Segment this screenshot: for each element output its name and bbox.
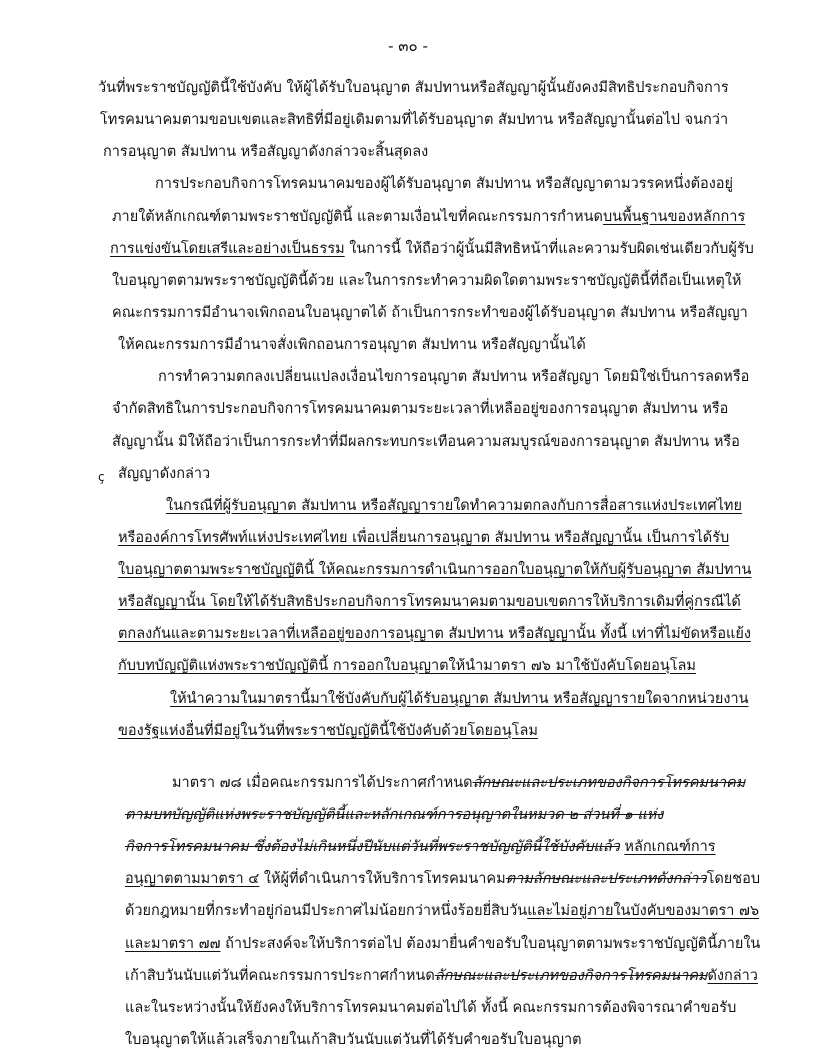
text-line [98,78,729,98]
underlined-text: ให้นำความในมาตรานี้มาใช้บังคับกับผู้ได้รับอนุญาต สัมปทาน หรือสัญญารายใดจากหน่วยงาน [170,691,749,707]
underlined-text: กับบทบัญญัติแห่งพระราชบัญญัตินี้ การออกใบอนุญาตให้นำมาตรา ๗๖ มาใช้บังคับโดยอนุโลม [118,658,696,674]
text-segment: คณะกรรมการมีอำนาจเพิกถอนใบอนุญาตได้ ถ้าเป็นการกระทำของผู้ได้รับอนุญาต สัมปทาน หรือสัญญา [112,305,748,321]
text-line [172,773,745,793]
underlined-text: หรือสัญญานั้น โดยให้ได้รับสิทธิประกอบกิจการโทรคมนาคมตามขอบเขตการให้บริการเดิมที่คู่กรณีได้ [118,594,741,610]
text-line [158,367,749,387]
text-line [125,805,663,825]
text-line [112,207,745,227]
underlined-text: การแข่งขันโดยเสรีและอย่างเป็นธรรม [110,241,345,257]
text-line [118,335,586,355]
underlined-text: ในกรณีที่ผู้รับอนุญาต สัมปทาน หรือสัญญารายใดทำความตกลงกับการสื่อสารแห่งประเทศไทย [166,498,742,514]
text-segment: มาตรา ๗๘ เมื่อคณะกรรมการได้ประกาศกำหนด [172,775,473,791]
text-line [118,656,696,676]
underlined-text: หรือองค์การโทรศัพท์แห่งประเทศไทย เพื่อเปลี่ยนการอนุญาต สัมปทาน หรือสัญญานั้น เป็นการได้รับ [118,530,730,546]
text-line [112,303,748,323]
underlined-text: และมาตรา ๗๗ [125,936,221,952]
text-line [118,560,751,580]
text-segment: ในการนี้ ให้ถือว่าผู้นั้นมีสิทธิหน้าที่และความรับผิดเช่นเดียวกับผู้รับ [344,241,754,257]
underlined-text: อนุญาตตามมาตรา ๔ [125,871,260,887]
underlined-text: หลักเกณฑ์การ [624,839,716,855]
text-segment: ให้ผู้ที่ดำเนินการให้บริการโทรคมนาคม [259,871,506,887]
text-line [125,966,758,986]
text-line [118,592,741,612]
text-segment: ใบอนุญาตให้แล้วเสร็จภายในเก้าสิบวันนับแต่วันที่ได้รับคำขอรับใบอนุญาต [125,1032,582,1048]
text-segment: สัญญาดังกล่าว [118,466,211,482]
underlined-text: บนพื้นฐานของหลักการ [602,209,746,225]
text-segment: การประกอบกิจการโทรคมนาคมของผู้ได้รับอนุญาต สัมปทาน หรือสัญญาตามวรรคหนึ่งต้องอยู่ [155,176,733,192]
text-segment: เก้าสิบวันนับแต่วันที่คณะกรรมการประกาศกำหนด [125,968,435,984]
text-segment: ภายใต้หลักเกณฑ์ตามพระราชบัญญัตินี้ และตามเงื่อนไขที่คณะกรรมการกำหนด [112,209,603,225]
text-segment: และในระหว่างนั้นให้ยังคงให้บริการโทรคมนาคมต่อไปได้ ทั้งนี้ คณะกรรมการต้องพิจารณาคำขอรับ [125,1000,737,1016]
text-line [125,998,736,1018]
text-line [155,174,733,194]
underlined-text: ใบอนุญาตตามพระราชบัญญัตินี้ ให้คณะกรรมการดำเนินการออกใบอนุญาตให้กับผู้รับอนุญาต สัมปทาน [118,562,752,578]
text-segment: ให้คณะกรรมการมีอำนาจสั่งเพิกถอนการอนุญาต สัมปทาน หรือสัญญานั้นได้ [118,337,586,353]
text-line [118,721,538,741]
text-line [100,110,728,130]
text-segment: จำกัดสิทธิในการประกอบกิจการโทรคมนาคมตามระยะเวลาที่เหลืออยู่ของการอนุญาต สัมปทาน หรือ [112,401,729,417]
struck-text: ลักษณะและประเภทของกิจการโทรคมนาคม [434,968,708,984]
underlined-text: ตกลงกันและตามระยะเวลาที่เหลืออยู่ของการอนุญาต สัมปทาน หรือสัญญานั้น ทั้งนี้ เท่าที่ไม่ขัดหรือแย้ง [118,626,751,642]
page-number: - ๓๐ - [388,37,428,55]
underlined-text: ของรัฐแห่งอื่นที่มีอยู่ในวันที่พระราชบัญญัตินี้ใช้บังคับด้วยโดยอนุโลม [118,723,538,739]
text-line [118,624,751,644]
text-line [170,689,749,709]
text-line [112,399,728,419]
struck-text: ตามบทบัญญัติแห่งพระราชบัญญัตินี้และหลักเกณฑ์การอนุญาตในหมวด ๒ ส่วนที่ ๑ แห่ง [125,807,664,823]
text-segment: ใบอนุญาตตามพระราชบัญญัตินี้ด้วย และในการกระทำความผิดใดตามพระราชบัญญัตินี้ที่ถือเป็นเหตุให้ [112,273,742,289]
text-segment: ด้วยกฎหมายที่กระทำอยู่ก่อนมีประกาศไม่น้อยกว่าหนึ่งร้อยยี่สิบวัน [125,903,528,919]
text-line [112,271,741,291]
text-segment: สัญญานั้น มิให้ถือว่าเป็นการกระทำที่มีผลกระทบกระเทือนความสมบูรณ์ของการอนุญาต สัมปทาน หรือ [112,434,740,450]
text-line [125,1030,582,1050]
underlined-text: และไม่อยู่ภายในบังคับของมาตรา ๗๖ [527,903,760,919]
text-line [166,496,742,516]
struck-text: ลักษณะและประเภทของกิจการโทรคมนาคม [472,775,746,791]
text-line [125,869,760,889]
text-line [110,239,754,259]
margin-mark: ç [98,470,105,484]
text-segment: การอนุญาต สัมปทาน หรือสัญญาดังกล่าวจะสิ้นสุดลง [103,144,429,160]
struck-text: ตามลักษณะและประเภทดังกล่าว [505,871,707,887]
text-segment: โดยชอบ [706,871,761,887]
text-line [125,934,760,954]
text-line [118,464,210,484]
text-segment: ถ้าประสงค์จะให้บริการต่อไป ต้องมายื่นคำขอรับใบอนุญาตตามพระราชบัญญัตินี้ภายใน [220,936,761,952]
text-segment: วันที่พระราชบัญญัตินี้ใช้บังคับ ให้ผู้ได้รับใบอนุญาต สัมปทานหรือสัญญาผู้นั้นยังคงมีสิทธิประกอบกิจการ [98,80,729,96]
text-line [103,142,428,162]
text-segment: การทำความตกลงเปลี่ยนแปลงเงื่อนไขการอนุญาต สัมปทาน หรือสัญญา โดยมิใช่เป็นการลดหรือ [158,369,750,385]
text-line [112,432,740,452]
text-segment: โทรคมนาคมตามขอบเขตและสิทธิที่มีอยู่เดิมตามที่ได้รับอนุญาต สัมปทาน หรือสัญญานั้นต่อไป จนกว่า [100,112,729,128]
underlined-text: ดังกล่าว [707,968,758,984]
text-line [125,837,716,857]
struck-text: กิจการโทรคมนาคม ซึ่งต้องไม่เกินหนึ่งปีนับแต่วันที่พระราชบัญญัตินี้ใช้บังคับแล้ว [125,839,620,855]
text-line [125,901,759,921]
text-line [118,528,729,548]
